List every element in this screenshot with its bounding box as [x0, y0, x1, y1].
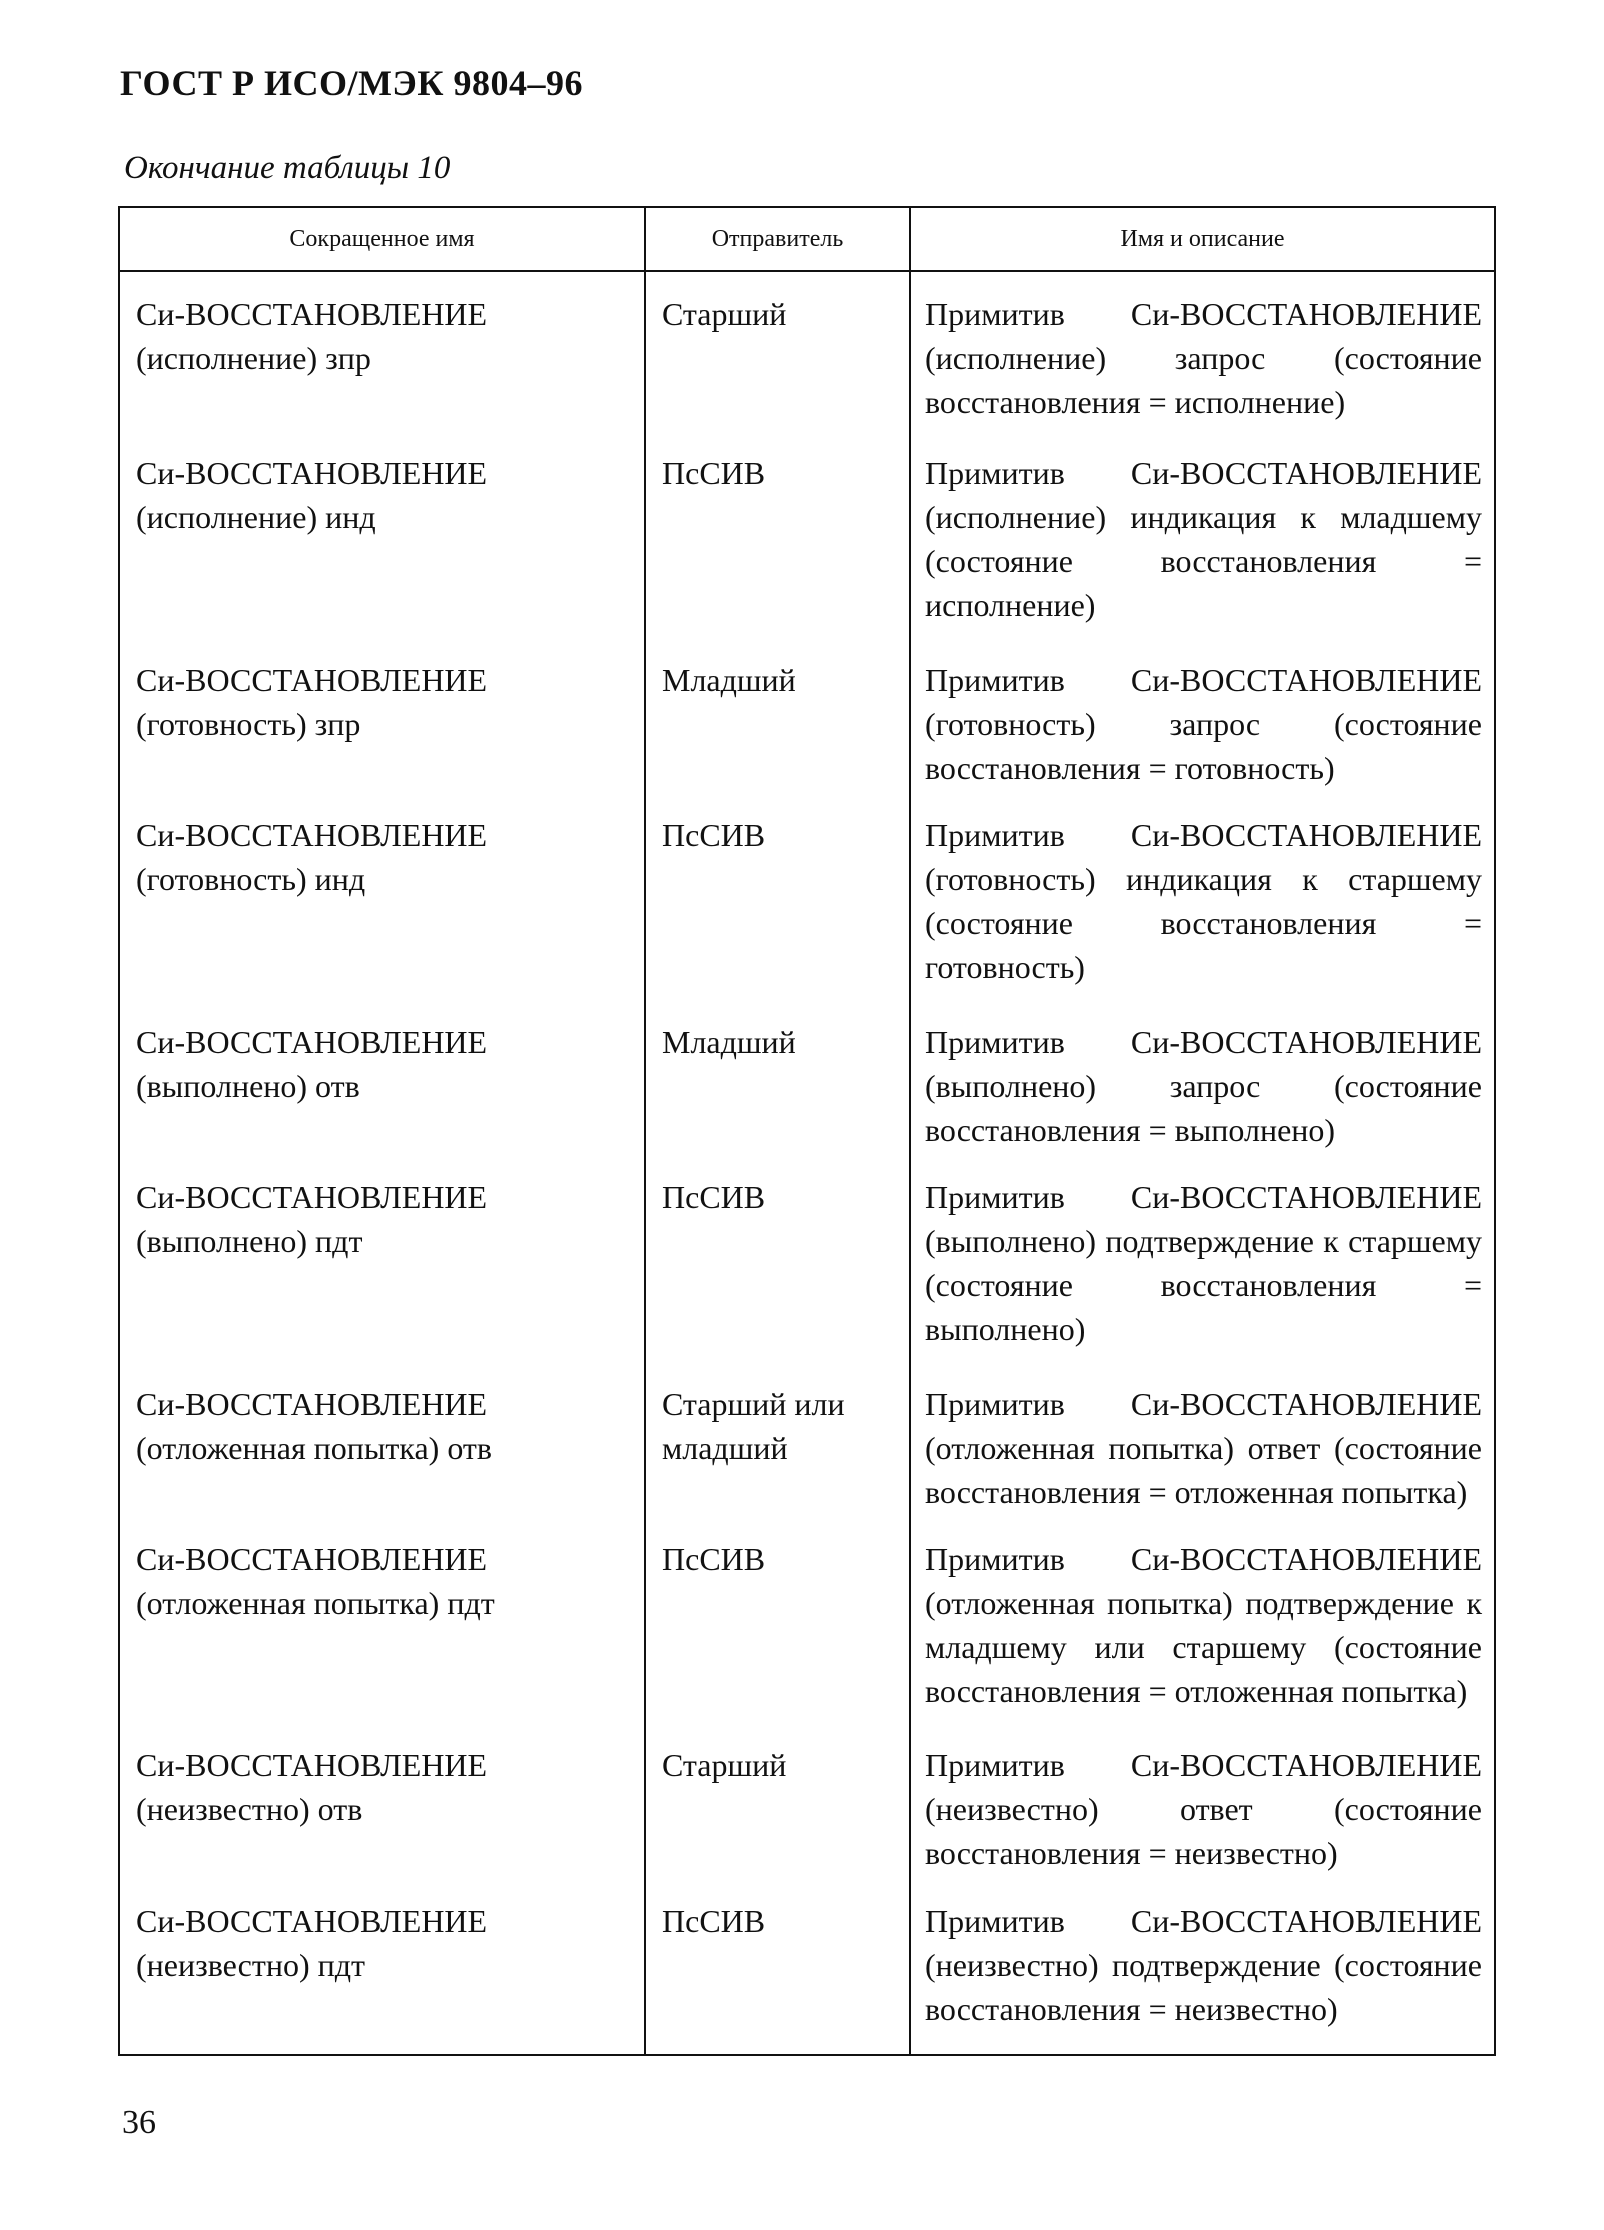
description-cell: Примитив Си-ВОССТАНОВЛЕНИЕ (исполнение) индикация к младшему (состояние восстановления = исполнение) — [910, 451, 1495, 658]
table-bottom-spacer — [119, 2054, 1495, 2055]
description-cell: Примитив Си-ВОССТАНОВЛЕНИЕ (готовность) запрос (состояние восстановления = готовность) — [910, 658, 1495, 813]
sender-cell: ПсСИВ — [645, 451, 910, 658]
table-body — [119, 271, 1495, 2055]
empty-cell — [645, 2054, 910, 2055]
table-row — [119, 658, 1495, 813]
description-cell: Примитив Си-ВОССТАНОВЛЕНИЕ (выполнено) подтверждение к старшему (состояние восстановления = выполнено) — [910, 1175, 1495, 1382]
short-name-cell: Си-ВОССТАНОВЛЕНИЕ (готовность) зпр — [119, 658, 645, 813]
table-row — [119, 271, 1495, 451]
column-header-sender: Отправитель — [645, 207, 910, 271]
short-name-cell: Си-ВОССТАНОВЛЕНИЕ (отложенная попытка) пдт — [119, 1537, 645, 1744]
table-row — [119, 1899, 1495, 2054]
sender-cell: Старший — [645, 271, 910, 451]
sender-cell: Младший — [645, 1020, 910, 1175]
sender-cell: ПсСИВ — [645, 1175, 910, 1382]
short-name-cell: Си-ВОССТАНОВЛЕНИЕ (отложенная попытка) отв — [119, 1382, 645, 1537]
table-row — [119, 1537, 1495, 1744]
sender-cell: Старший или младший — [645, 1382, 910, 1537]
sender-cell: Младший — [645, 658, 910, 813]
table-row — [119, 1382, 1495, 1537]
table-row — [119, 1020, 1495, 1175]
page-number: 36 — [122, 2104, 156, 2141]
short-name-cell: Си-ВОССТАНОВЛЕНИЕ (выполнено) отв — [119, 1020, 645, 1175]
sender-cell: ПсСИВ — [645, 1537, 910, 1744]
sender-cell: ПсСИВ — [645, 1899, 910, 2054]
primitives-table — [118, 206, 1496, 2056]
empty-cell — [910, 2054, 1495, 2055]
document-title: ГОСТ Р ИСО/МЭК 9804–96 — [120, 63, 583, 103]
description-cell: Примитив Си-ВОССТАНОВЛЕНИЕ (исполнение) запрос (состояние восстановления = исполнение) — [910, 271, 1495, 451]
sender-cell: ПсСИВ — [645, 813, 910, 1020]
description-cell: Примитив Си-ВОССТАНОВЛЕНИЕ (отложенная попытка) ответ (состояние восстановления = отложенная попытка) — [910, 1382, 1495, 1537]
table-header — [119, 207, 1495, 271]
description-cell: Примитив Си-ВОССТАНОВЛЕНИЕ (неизвестно) подтверждение (состояние восстановления = неизвестно) — [910, 1899, 1495, 2054]
table-row — [119, 451, 1495, 658]
short-name-cell: Си-ВОССТАНОВЛЕНИЕ (выполнено) пдт — [119, 1175, 645, 1382]
sender-cell: Старший — [645, 1743, 910, 1898]
column-header-name-description: Имя и описание — [910, 207, 1495, 271]
short-name-cell: Си-ВОССТАНОВЛЕНИЕ (исполнение) инд — [119, 451, 645, 658]
description-cell: Примитив Си-ВОССТАНОВЛЕНИЕ (готовность) индикация к старшему (состояние восстановления = готовность) — [910, 813, 1495, 1020]
table-caption: Окончание таблицы 10 — [124, 150, 451, 186]
table-row — [119, 1743, 1495, 1898]
short-name-cell: Си-ВОССТАНОВЛЕНИЕ (неизвестно) пдт — [119, 1899, 645, 2054]
empty-cell — [119, 2054, 645, 2055]
description-cell: Примитив Си-ВОССТАНОВЛЕНИЕ (отложенная попытка) подтверждение к младшему или старшему (состояние восстановления = отложенная попытка) — [910, 1537, 1495, 1744]
short-name-cell: Си-ВОССТАНОВЛЕНИЕ (исполнение) зпр — [119, 271, 645, 451]
table-row — [119, 1175, 1495, 1382]
short-name-cell: Си-ВОССТАНОВЛЕНИЕ (готовность) инд — [119, 813, 645, 1020]
table-row — [119, 813, 1495, 1020]
short-name-cell: Си-ВОССТАНОВЛЕНИЕ (неизвестно) отв — [119, 1743, 645, 1898]
description-cell: Примитив Си-ВОССТАНОВЛЕНИЕ (неизвестно) ответ (состояние восстановления = неизвестно) — [910, 1743, 1495, 1898]
header-row — [119, 207, 1495, 271]
column-header-short-name: Сокращенное имя — [119, 207, 645, 271]
description-cell: Примитив Си-ВОССТАНОВЛЕНИЕ (выполнено) запрос (состояние восстановления = выполнено) — [910, 1020, 1495, 1175]
